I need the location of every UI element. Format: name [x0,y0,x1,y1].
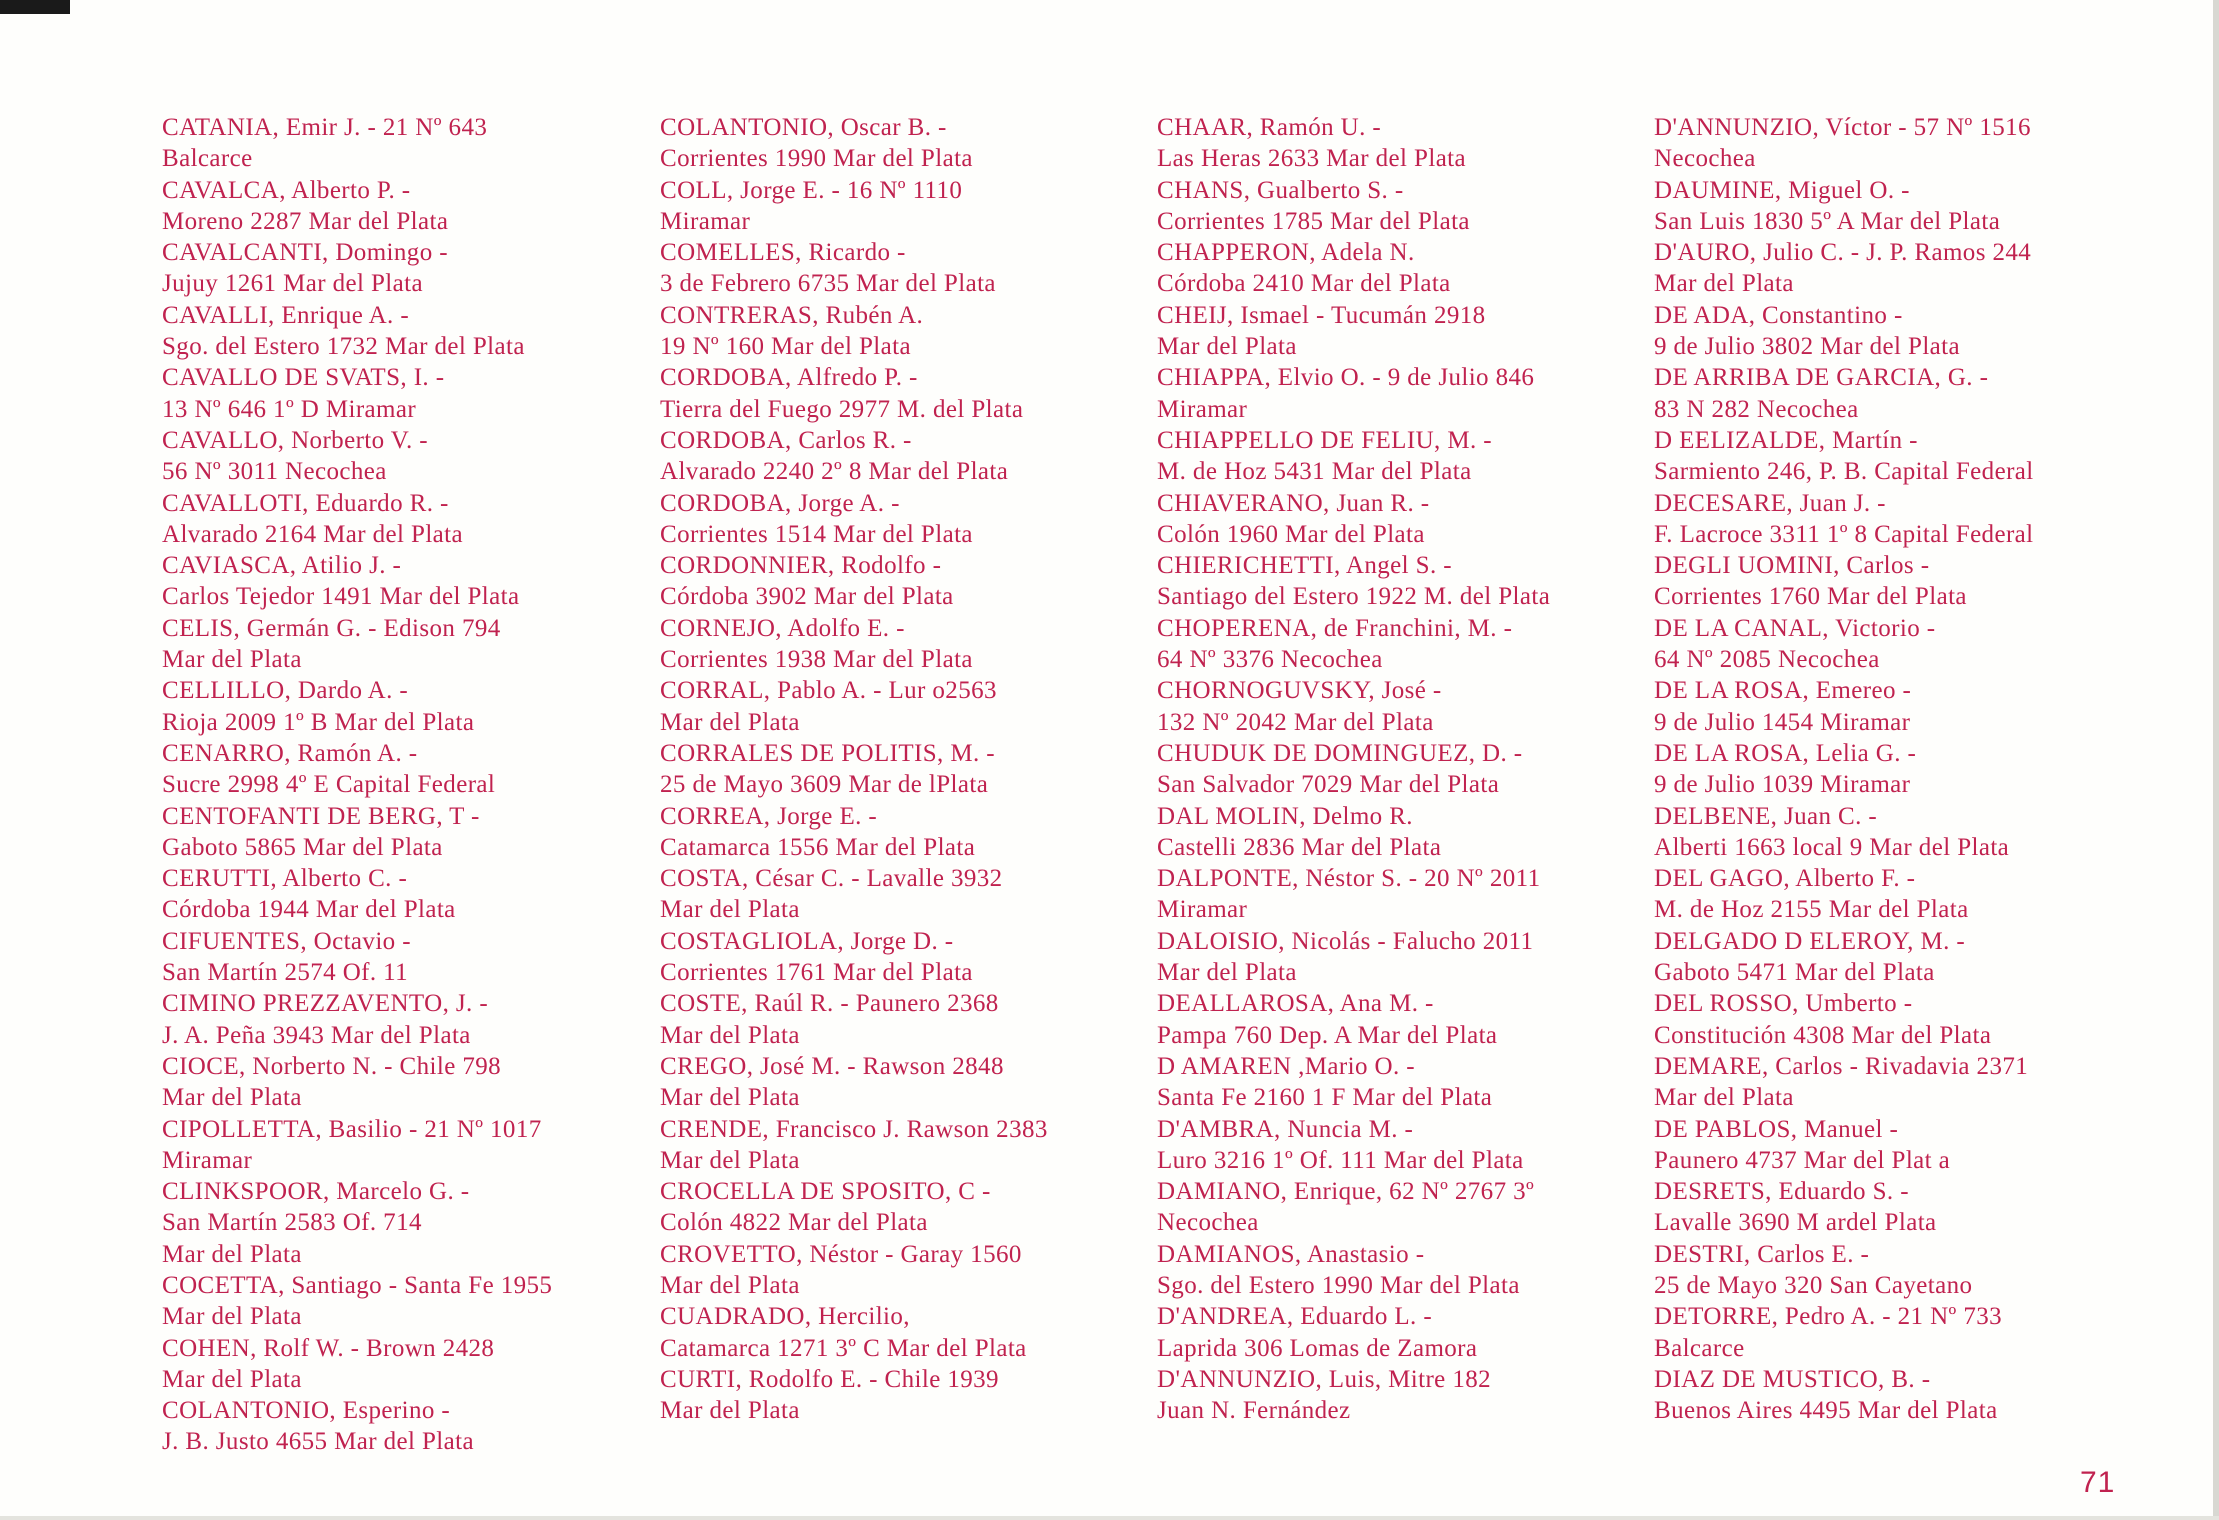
entry-name-line: CENTOFANTI DE BERG, T - [162,802,480,830]
entry-name-line: D'ANNUNZIO, Víctor - 57 Nº 1516 [1654,114,2031,141]
entry-name-line: CAVALCANTI, Domingo - [162,239,448,267]
directory-entry [1654,675,2124,738]
entry-address-line: Corrientes 1514 Mar del Plata [660,520,973,548]
entry-name-line: CROVETTO, Néstor - Garay 1560 [660,1240,1022,1268]
directory-entry [162,112,632,175]
entry-address-line: San Martín 2574 Of. 11 [162,959,409,987]
directory-column-4 [1654,112,2124,1426]
entry-address-line: 25 de Mayo 320 San Cayetano [1654,1271,1973,1299]
directory-entry [162,863,632,926]
entry-name-line: DELGADO D ELEROY, M. - [1654,927,1966,955]
entry-address-line: Corrientes 1760 Mar del Plata [1654,583,1967,611]
directory-column-1 [162,112,632,1458]
entry-name-line: CROCELLA DE SPOSITO, C - [660,1178,991,1206]
entry-name-line: CERUTTI, Alberto C. - [162,865,408,893]
entry-address-line: Mar del Plata [162,1084,302,1112]
entry-address-line: Sarmiento 246, P. B. Capital Federal [1654,458,2034,486]
entry-address-line: San Martín 2583 Of. 714 [162,1209,422,1237]
entry-name-line: CUADRADO, Hercilio, [660,1303,910,1331]
entry-address-line: Mar del Plata [660,1084,800,1112]
directory-entry [660,237,1130,300]
entry-name-line: CHIAPPELLO DE FELIU, M. - [1157,426,1492,454]
entry-address-line: Mar del Plata [1157,333,1297,361]
directory-entry [1654,863,2124,926]
directory-entry [162,988,632,1051]
entry-address-line: Gaboto 5865 Mar del Plata [162,833,443,861]
entry-address-line: Alvarado 2164 Mar del Plata [162,520,463,548]
entry-name-line: DE LA ROSA, Emereo - [1654,677,1912,705]
entry-address-line: 25 de Mayo 3609 Mar de lPlata [660,771,989,799]
entry-name-line: DE PABLOS, Manuel - [1654,1115,1899,1143]
directory-entry [660,1114,1130,1177]
directory-entry [1654,550,2124,613]
entry-name-line: CHEIJ, Ismael - Tucumán 2918 [1157,301,1486,329]
directory-entry [1654,801,2124,864]
directory-entry [162,675,632,738]
entry-name-line: D'AMBRA, Nuncia M. - [1157,1115,1414,1143]
entry-name-line: CORNEJO, Adolfo E. - [660,614,905,642]
page-number: 71 [2080,1466,2116,1499]
entry-address-line: San Salvador 7029 Mar del Plata [1157,771,1500,799]
directory-entry [1157,488,1627,551]
entry-address-line: Mar del Plata [162,1303,302,1331]
entry-name-line: CORRAL, Pablo A. - Lur o2563 [660,677,997,705]
entry-name-line: CAVALLO, Norberto V. - [162,426,428,454]
entry-address-line: Castelli 2836 Mar del Plata [1157,833,1442,861]
entry-address-line: 56 Nº 3011 Necochea [162,458,387,486]
entry-address-line: F. Lacroce 3311 1º 8 Capital Federal [1654,520,2034,548]
entry-address-line: J. A. Peña 3943 Mar del Plata [162,1021,471,1049]
entry-name-line: CHORNOGUVSKY, José - [1157,677,1442,705]
directory-entry [162,175,632,238]
entry-address-line: Mar del Plata [1654,1084,1794,1112]
entry-name-line: CORRALES DE POLITIS, M. - [660,739,996,767]
entry-address-line: 3 de Febrero 6735 Mar del Plata [660,270,996,298]
entry-address-line: Alvarado 2240 2º 8 Mar del Plata [660,458,1009,486]
directory-entry [1157,1051,1627,1114]
entry-name-line: DESTRI, Carlos E. - [1654,1240,1870,1268]
directory-entry [1157,300,1627,363]
entry-address-line: Córdoba 3902 Mar del Plata [660,583,954,611]
entry-name-line: DE ARRIBA DE GARCIA, G. - [1654,364,1989,392]
directory-entry [1157,1114,1627,1177]
entry-address-line: Necochea [1654,145,1756,173]
directory-entry [1654,362,2124,425]
directory-entry [1654,613,2124,676]
entry-name-line: CORDOBA, Alfredo P. - [660,364,918,392]
directory-entry [1654,988,2124,1051]
entry-name-line: CHIAPPA, Elvio O. - 9 de Julio 846 [1157,364,1535,392]
directory-entry [660,550,1130,613]
entry-name-line: DAMIANO, Enrique, 62 Nº 2767 3º [1157,1178,1535,1206]
entry-name-line: CURTI, Rodolfo E. - Chile 1939 [660,1365,999,1393]
directory-entry [162,926,632,989]
directory-entry [1157,237,1627,300]
entry-address-line: Juan N. Fernández [1157,1397,1351,1425]
entry-address-line: Mar del Plata [162,1365,302,1393]
entry-address-line: Mar del Plata [660,1397,800,1425]
entry-address-line: Corrientes 1990 Mar del Plata [660,145,973,173]
entry-name-line: CLINKSPOOR, Marcelo G. - [162,1178,470,1206]
entry-name-line: DALPONTE, Néstor S. - 20 Nº 2011 [1157,865,1541,893]
entry-address-line: Constitución 4308 Mar del Plata [1654,1021,1992,1049]
entry-name-line: CIMINO PREZZAVENTO, J. - [162,990,489,1018]
directory-entry [660,1051,1130,1114]
entry-address-line: 19 Nº 160 Mar del Plata [660,333,911,361]
entry-name-line: DEL ROSSO, Umberto - [1654,990,1913,1018]
directory-entry [1654,237,2124,300]
entry-name-line: CHANS, Gualberto S. - [1157,176,1404,204]
entry-name-line: DE ADA, Constantino - [1654,301,1903,329]
scan-corner-mark [0,0,70,14]
entry-name-line: CHAAR, Ramón U. - [1157,114,1382,141]
directory-entry [1157,675,1627,738]
entry-name-line: CONTRERAS, Rubén A. [660,301,924,329]
entry-address-line: J. B. Justo 4655 Mar del Plata [162,1428,474,1456]
entry-address-line: 64 Nº 2085 Necochea [1654,646,1880,674]
entry-name-line: DEL GAGO, Alberto F. - [1654,865,1916,893]
directory-entry [660,488,1130,551]
entry-address-line: Miramar [660,207,751,235]
entry-name-line: CATANIA, Emir J. - 21 Nº 643 [162,114,488,141]
directory-entry [1654,175,2124,238]
entry-address-line: Corrientes 1761 Mar del Plata [660,959,973,987]
entry-name-line: CENARRO, Ramón A. - [162,739,418,767]
entry-name-line: COLL, Jorge E. - 16 Nº 1110 [660,176,963,204]
entry-address-line: Mar del Plata [660,1271,800,1299]
directory-entry [660,613,1130,676]
entry-name-line: COHEN, Rolf W. - Brown 2428 [162,1334,495,1362]
entry-address-line: Tierra del Fuego 2977 M. del Plata [660,395,1024,423]
entry-address-line: Laprida 306 Lomas de Zamora [1157,1334,1478,1362]
directory-entry [1157,1239,1627,1302]
entry-name-line: CHAPPERON, Adela N. [1157,239,1415,267]
directory-entry [660,175,1130,238]
entry-name-line: COLANTONIO, Oscar B. - [660,114,947,141]
entry-name-line: DELBENE, Juan C. - [1654,802,1878,830]
entry-name-line: COLANTONIO, Esperino - [162,1397,451,1425]
entry-name-line: COSTE, Raúl R. - Paunero 2368 [660,990,999,1018]
entry-address-line: Sucre 2998 4º E Capital Federal [162,771,496,799]
directory-entry [660,1239,1130,1302]
entry-address-line: Mar del Plata [660,1146,800,1174]
directory-entry [660,926,1130,989]
entry-name-line: CHUDUK DE DOMINGUEZ, D. - [1157,739,1523,767]
directory-entry [162,1395,632,1458]
entry-address-line: Colón 4822 Mar del Plata [660,1209,928,1237]
entry-name-line: DEGLI UOMINI, Carlos - [1654,552,1930,580]
entry-address-line: Sgo. del Estero 1990 Mar del Plata [1157,1271,1520,1299]
entry-name-line: DEALLAROSA, Ana M. - [1157,990,1434,1018]
entry-address-line: Córdoba 1944 Mar del Plata [162,896,456,924]
directory-entry [1654,425,2124,488]
entry-name-line: COCETTA, Santiago - Santa Fe 1955 [162,1271,553,1299]
entry-address-line: Miramar [1157,395,1248,423]
entry-address-line: Mar del Plata [660,708,800,736]
entry-address-line: Corrientes 1938 Mar del Plata [660,646,973,674]
directory-entry [1654,926,2124,989]
entry-address-line: San Luis 1830 5º A Mar del Plata [1654,207,2001,235]
directory-entry [1157,801,1627,864]
directory-entry [660,425,1130,488]
directory-entry [1157,613,1627,676]
entry-name-line: CORDOBA, Jorge A. - [660,489,900,517]
entry-address-line: Alberti 1663 local 9 Mar del Plata [1654,833,2010,861]
directory-entry [1157,988,1627,1051]
entry-address-line: 13 Nº 646 1º D Miramar [162,395,417,423]
entry-name-line: CAVIASCA, Atilio J. - [162,552,402,580]
entry-name-line: DEMARE, Carlos - Rivadavia 2371 [1654,1052,2029,1080]
entry-name-line: COSTAGLIOLA, Jorge D. - [660,927,954,955]
entry-name-line: CAVALLI, Enrique A. - [162,301,410,329]
directory-entry [1157,425,1627,488]
entry-name-line: CHIAVERANO, Juan R. - [1157,489,1430,517]
entry-name-line: CELLILLO, Dardo A. - [162,677,409,705]
entry-address-line: 9 de Julio 3802 Mar del Plata [1654,333,1960,361]
entry-name-line: DE LA CANAL, Victorio - [1654,614,1936,642]
entry-name-line: DE LA ROSA, Lelia G. - [1654,739,1917,767]
directory-entry [162,801,632,864]
directory-column-2 [660,112,1130,1426]
entry-name-line: CORDONNIER, Rodolfo - [660,552,942,580]
directory-entry [660,675,1130,738]
entry-name-line: D'AURO, Julio C. - J. P. Ramos 244 [1654,239,2032,267]
entry-address-line: Gaboto 5471 Mar del Plata [1654,959,1935,987]
entry-address-line: M. de Hoz 5431 Mar del Plata [1157,458,1472,486]
entry-name-line: CELIS, Germán G. - Edison 794 [162,614,501,642]
entry-address-line: Moreno 2287 Mar del Plata [162,207,449,235]
directory-entry [660,300,1130,363]
entry-name-line: CRENDE, Francisco J. Rawson 2383 [660,1115,1048,1143]
directory-entry [162,300,632,363]
entry-address-line: Jujuy 1261 Mar del Plata [162,270,423,298]
entry-address-line: Mar del Plata [660,1021,800,1049]
entry-address-line: Las Heras 2633 Mar del Plata [1157,145,1467,173]
entry-name-line: CORDOBA, Carlos R. - [660,426,912,454]
entry-address-line: Mar del Plata [1157,959,1297,987]
entry-name-line: CAVALLOTI, Eduardo R. - [162,489,449,517]
entry-address-line: Miramar [1157,896,1248,924]
directory-entry [1157,1364,1627,1427]
entry-address-line: Rioja 2009 1º B Mar del Plata [162,708,475,736]
entry-name-line: D AMAREN ,Mario O. - [1157,1052,1415,1080]
entry-address-line: Lavalle 3690 M ardel Plata [1654,1209,1937,1237]
entry-address-line: Miramar [162,1146,253,1174]
directory-entry [162,237,632,300]
entry-address-line: Paunero 4737 Mar del Plat a [1654,1146,1951,1174]
entry-address-line: Luro 3216 1º Of. 111 Mar del Plata [1157,1146,1524,1174]
entry-address-line: Sgo. del Estero 1732 Mar del Plata [162,333,525,361]
entry-address-line: Balcarce [162,145,253,173]
directory-entry [162,550,632,613]
entry-address-line: Córdoba 2410 Mar del Plata [1157,270,1451,298]
entry-address-line: 64 Nº 3376 Necochea [1157,646,1383,674]
entry-address-line: Corrientes 1785 Mar del Plata [1157,207,1470,235]
directory-entry [1157,863,1627,926]
directory-entry [660,1364,1130,1427]
entry-address-line: 83 N 282 Necochea [1654,395,1859,423]
entry-name-line: DAMIANOS, Anastasio - [1157,1240,1425,1268]
directory-entry [660,863,1130,926]
entry-address-line: Carlos Tejedor 1491 Mar del Plata [162,583,520,611]
directory-entry [660,1301,1130,1364]
entry-name-line: DETORRE, Pedro A. - 21 Nº 733 [1654,1303,2003,1331]
directory-entry [1654,300,2124,363]
directory-entry [1157,926,1627,989]
entry-name-line: DECESARE, Juan J. - [1654,489,1886,517]
directory-entry [660,988,1130,1051]
entry-name-line: CIPOLLETTA, Basilio - 21 Nº 1017 [162,1115,542,1143]
directory-entry [162,1270,632,1333]
entry-name-line: CIFUENTES, Octavio - [162,927,411,955]
directory-entry [162,1114,632,1177]
entry-name-line: DIAZ DE MUSTICO, B. - [1654,1365,1931,1393]
entry-address-line: Santiago del Estero 1922 M. del Plata [1157,583,1551,611]
directory-entry [1654,1176,2124,1239]
entry-address-line: M. de Hoz 2155 Mar del Plata [1654,896,1969,924]
directory-entry [1157,1301,1627,1364]
directory-entry [162,738,632,801]
directory-entry [1654,738,2124,801]
directory-entry [1654,1364,2124,1427]
directory-entry [1654,1114,2124,1177]
directory-entry [162,1051,632,1114]
entry-name-line: CHIERICHETTI, Angel S. - [1157,552,1452,580]
directory-entry [1654,488,2124,551]
entry-address-line: Pampa 760 Dep. A Mar del Plata [1157,1021,1498,1049]
entry-address-line: Catamarca 1271 3º C Mar del Plata [660,1334,1027,1362]
directory-entry [660,112,1130,175]
entry-name-line: COSTA, César C. - Lavalle 3932 [660,865,1003,893]
entry-name-line: D EELIZALDE, Martín - [1654,426,1918,454]
directory-entry [1157,1176,1627,1239]
entry-name-line: CAVALCA, Alberto P. - [162,176,411,204]
entry-name-line: CIOCE, Norberto N. - Chile 798 [162,1052,502,1080]
entry-name-line: DAL MOLIN, Delmo R. [1157,802,1413,830]
directory-column-3 [1157,112,1627,1426]
directory-entry [162,1176,632,1270]
directory-entry [1654,1301,2124,1364]
entry-name-line: CORREA, Jorge E. - [660,802,878,830]
directory-entry [162,362,632,425]
entry-name-line: D'ANDREA, Eduardo L. - [1157,1303,1433,1331]
entry-address-line: Necochea [1157,1209,1259,1237]
page-bottom-edge [0,1516,2219,1520]
directory-entry [1157,362,1627,425]
entry-address-line: Mar del Plata [1654,270,1794,298]
entry-address-line: 9 de Julio 1039 Miramar [1654,771,1911,799]
entry-address-line: Balcarce [1654,1334,1745,1362]
entry-address-line: Catamarca 1556 Mar del Plata [660,833,976,861]
entry-name-line: D'ANNUNZIO, Luis, Mitre 182 [1157,1365,1492,1393]
entry-address-line: Colón 1960 Mar del Plata [1157,520,1425,548]
entry-name-line: DESRETS, Eduardo S. - [1654,1178,1909,1206]
directory-entry [660,1176,1130,1239]
entry-address-line: Mar del Plata [162,1240,302,1268]
directory-entry [1157,112,1627,175]
entry-address-line: Santa Fe 2160 1 F Mar del Plata [1157,1084,1493,1112]
directory-entry [162,488,632,551]
directory-entry [162,1333,632,1396]
directory-entry [660,738,1130,801]
entry-name-line: DALOISIO, Nicolás - Falucho 2011 [1157,927,1534,955]
directory-entry [1157,550,1627,613]
entry-name-line: CAVALLO DE SVATS, I. - [162,364,445,392]
directory-entry [1654,1239,2124,1302]
directory-entry [1654,1051,2124,1114]
directory-entry [162,613,632,676]
entry-name-line: COMELLES, Ricardo - [660,239,906,267]
directory-entry [162,425,632,488]
entry-address-line: 9 de Julio 1454 Miramar [1654,708,1911,736]
directory-columns [0,112,2219,1482]
directory-entry [660,362,1130,425]
entry-address-line: Mar del Plata [660,896,800,924]
entry-name-line: DAUMINE, Miguel O. - [1654,176,1910,204]
entry-name-line: CHOPERENA, de Franchini, M. - [1157,614,1513,642]
entry-address-line: Mar del Plata [162,646,302,674]
directory-entry [660,801,1130,864]
entry-address-line: Buenos Aires 4495 Mar del Plata [1654,1397,1998,1425]
entry-name-line: CREGO, José M. - Rawson 2848 [660,1052,1004,1080]
directory-entry [1157,738,1627,801]
directory-entry [1157,175,1627,238]
entry-address-line: 132 Nº 2042 Mar del Plata [1157,708,1434,736]
directory-entry [1654,112,2124,175]
